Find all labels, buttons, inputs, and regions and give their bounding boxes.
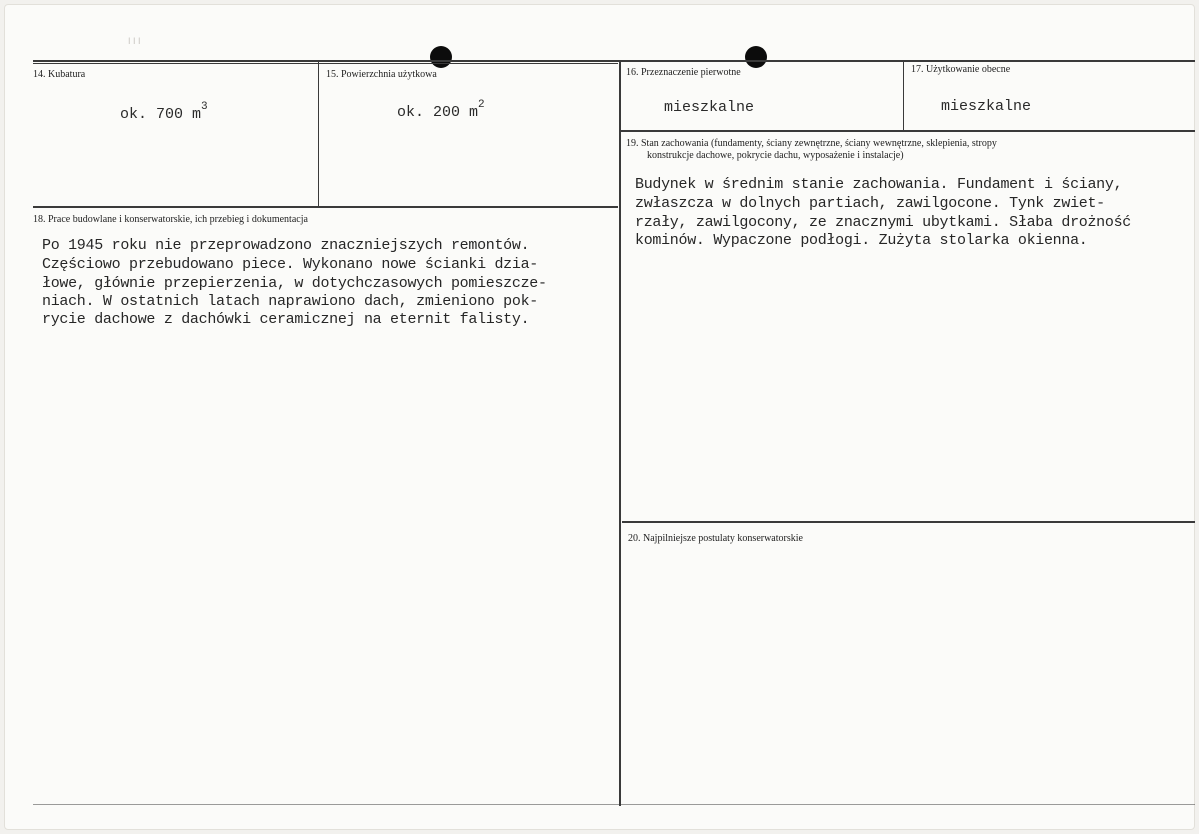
field-18-line: Częściowo przebudowano piece. Wykonano nowe ścianki dzia- <box>42 256 538 273</box>
field-17-value: mieszkalne <box>941 98 1032 115</box>
field-14-value <box>120 101 208 123</box>
field-19-line: zwłaszcza w dolnych partiach, zawilgocone. Tynk zwiet- <box>635 195 1105 212</box>
field-16-value: mieszkalne <box>664 99 755 116</box>
field-18-line: rycie dachowe z dachówki ceramicznej na eternit falisty. <box>42 311 530 328</box>
field-15-text: ok. 200 m <box>397 104 479 121</box>
field-18-line: łowe, głównie przepierzenia, w dotychczasowych pomieszcze- <box>42 275 547 292</box>
divider-main <box>619 60 621 806</box>
field-15-label: 15. Powierzchnia użytkowa <box>326 69 437 80</box>
punch-hole-left <box>430 46 452 68</box>
field-18-line: Po 1945 roku nie przeprowadzono znaczniejszych remontów. <box>42 237 530 254</box>
field-14-exponent: 3 <box>201 101 208 113</box>
bottom-rule <box>33 804 1195 805</box>
field-19-line: kominów. Wypaczone podłogi. Zużyta stolarka okienna. <box>635 232 1088 249</box>
field-15-exponent: 2 <box>478 99 485 111</box>
field-19-label-line1: 19. Stan zachowania (fundamenty, ściany zewnętrzne, ściany wewnętrzne, sklepienia, stropy <box>626 138 997 149</box>
rule-below-header-left <box>33 63 618 64</box>
field-16-label: 16. Przeznaczenie pierwotne <box>626 67 741 78</box>
field-15-value <box>397 99 485 121</box>
divider-14-15 <box>318 60 319 207</box>
top-rule <box>33 60 1195 62</box>
field-17-label: 17. Użytkowanie obecne <box>911 64 1011 75</box>
pencil-mark: I I I <box>128 36 141 46</box>
field-19-label-line2: konstrukcje dachowe, pokrycie dachu, wyposażenie i instalacje) <box>647 150 904 161</box>
punch-hole-right <box>745 46 767 68</box>
field-18-label: 18. Prace budowlane i konserwatorskie, ich przebieg i dokumentacja <box>33 214 308 225</box>
field-19-line: Budynek w średnim stanie zachowania. Fundament i ściany, <box>635 176 1123 193</box>
rule-below-16-17 <box>620 130 1195 132</box>
field-14-label: 14. Kubatura <box>33 69 86 80</box>
field-18-line: niach. W ostatnich latach naprawiono dach, zmieniono pok- <box>42 293 538 310</box>
record-card <box>4 4 1195 830</box>
rule-above-20 <box>622 521 1195 523</box>
divider-16-17 <box>903 60 904 131</box>
field-20-label: 20. Najpilniejsze postulaty konserwatorskie <box>628 533 803 544</box>
field-14-text: ok. 700 m <box>120 106 202 123</box>
field-19-line: rzały, zawilgocony, ze znacznymi ubytkami. Słaba drożność <box>635 214 1131 231</box>
rule-below-14-15 <box>33 206 618 208</box>
